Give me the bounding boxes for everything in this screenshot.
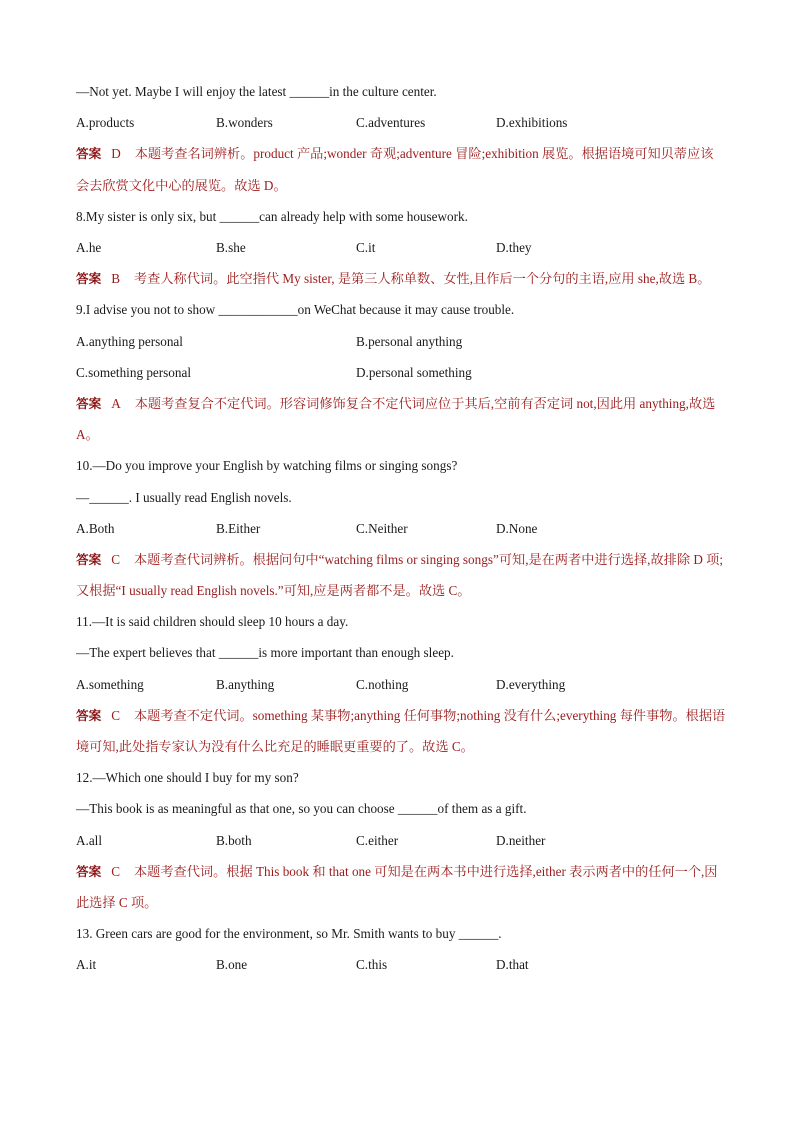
question-10-reply: —______. I usually read English novels. <box>76 489 292 505</box>
option-d: D.personal something <box>356 364 472 380</box>
option-b: B.one <box>216 957 248 973</box>
answer-explanation: 考查人称代词。此空指代 My sister, 是第三人称单数、女性,且作后一个分句的主语,应用 she,故选 B。 <box>133 271 711 287</box>
question-10-stem: 10.—Do you improve your English by watching films or singing songs? <box>76 458 458 474</box>
question-7-options <box>76 107 726 138</box>
option-c: C.Neither <box>356 520 408 536</box>
question-8-stem: 8.My sister is only six, but ______can already help with some housework. <box>76 208 468 224</box>
option-c: C.nothing <box>356 676 409 692</box>
answer-label: 答案 <box>76 551 102 567</box>
option-c: C.either <box>356 832 399 848</box>
option-a: A.he <box>76 239 102 255</box>
answer-key: C <box>111 551 120 567</box>
question-9-options-row-1 <box>76 326 726 357</box>
question-9-answer <box>76 388 726 450</box>
option-b: B.personal anything <box>356 333 463 349</box>
option-b: B.Either <box>216 520 261 536</box>
option-b: B.anything <box>216 676 275 692</box>
question-11-answer <box>76 700 726 762</box>
question-12-stem: 12.—Which one should I buy for my son? <box>76 770 299 786</box>
answer-key: C <box>111 707 120 723</box>
question-11-reply: —The expert believes that ______is more important than enough sleep. <box>76 645 454 661</box>
option-c: C.something personal <box>76 364 192 380</box>
answer-label: 答案 <box>76 271 102 287</box>
option-d: D.None <box>496 520 538 536</box>
question-9-options-row-2 <box>76 357 726 388</box>
question-8-options <box>76 232 726 263</box>
answer-explanation: 本题考查代词。根据 This book 和 that one 可知是在两本书中进行选择,either 表示两者中的任何一个,因此选择 C 项。 <box>76 863 718 911</box>
option-a: A.anything personal <box>76 333 183 349</box>
answer-label: 答案 <box>76 707 102 723</box>
answer-key: A <box>111 395 121 411</box>
answer-label: 答案 <box>76 146 102 162</box>
answer-explanation: 本题考查复合不定代词。形容词修饰复合不定代词应位于其后,空前有否定词 not,因此用 anything,故选 A。 <box>76 395 716 443</box>
question-11-stem: 11.—It is said children should sleep 10 hours a day. <box>76 614 349 630</box>
answer-explanation: 本题考查名词辨析。product 产品;wonder 奇观;adventure 冒险;exhibition 展览。根据语境可知贝蒂应该会去欣赏文化中心的展览。故选 D。 <box>76 146 714 193</box>
answer-explanation: 本题考查代词辨析。根据问句中“watching films or singing songs”可知,是在两者中进行选择,故排除 D 项;又根据“I usually read English novels.”可知,应是两者都不是。故选 C。 <box>76 551 724 599</box>
option-a: A.all <box>76 832 103 848</box>
answer-key: D <box>111 146 121 162</box>
question-10-answer <box>76 544 726 606</box>
question-12-reply: —This book is as meaningful as that one, so you can choose ______of them as a gift. <box>76 801 527 817</box>
question-12-answer <box>76 856 726 918</box>
option-b: B.wonders <box>216 115 273 131</box>
option-d: D.exhibitions <box>496 115 568 131</box>
option-d: D.neither <box>496 832 546 848</box>
option-d: D.everything <box>496 676 566 692</box>
answer-key: B <box>111 271 120 287</box>
question-13-options <box>76 949 726 980</box>
question-10-options <box>76 513 726 544</box>
option-b: B.both <box>216 832 252 848</box>
option-d: D.they <box>496 239 532 255</box>
option-b: B.she <box>216 239 246 255</box>
answer-key: C <box>111 863 120 879</box>
question-9-stem: 9.I advise you not to show ____________on WeChat because it may cause trouble. <box>76 302 515 318</box>
question-11-options <box>76 669 726 700</box>
answer-label: 答案 <box>76 395 102 411</box>
question-7-stem: —Not yet. Maybe I will enjoy the latest ______in the culture center. <box>76 84 437 99</box>
exercise-page <box>76 76 726 981</box>
option-a: A.something <box>76 676 144 692</box>
answer-label: 答案 <box>76 863 102 879</box>
question-12-options <box>76 825 726 856</box>
option-d: D.that <box>496 957 529 973</box>
question-8-answer <box>76 263 726 294</box>
question-13-stem: 13. Green cars are good for the environment, so Mr. Smith wants to buy ______. <box>76 926 502 942</box>
option-a: A.products <box>76 115 135 131</box>
question-7-answer <box>76 138 726 200</box>
option-a: A.Both <box>76 520 115 536</box>
option-c: C.adventures <box>356 115 426 131</box>
answer-explanation: 本题考查不定代词。something 某事物;anything 任何事物;nothing 没有什么;everything 每件事物。根据语境可知,此处指专家认为没有什么比充足的睡眠更重要的了。故选 C。 <box>76 707 726 755</box>
option-a: A.it <box>76 957 97 973</box>
option-c: C.this <box>356 957 388 973</box>
option-c: C.it <box>356 239 376 255</box>
